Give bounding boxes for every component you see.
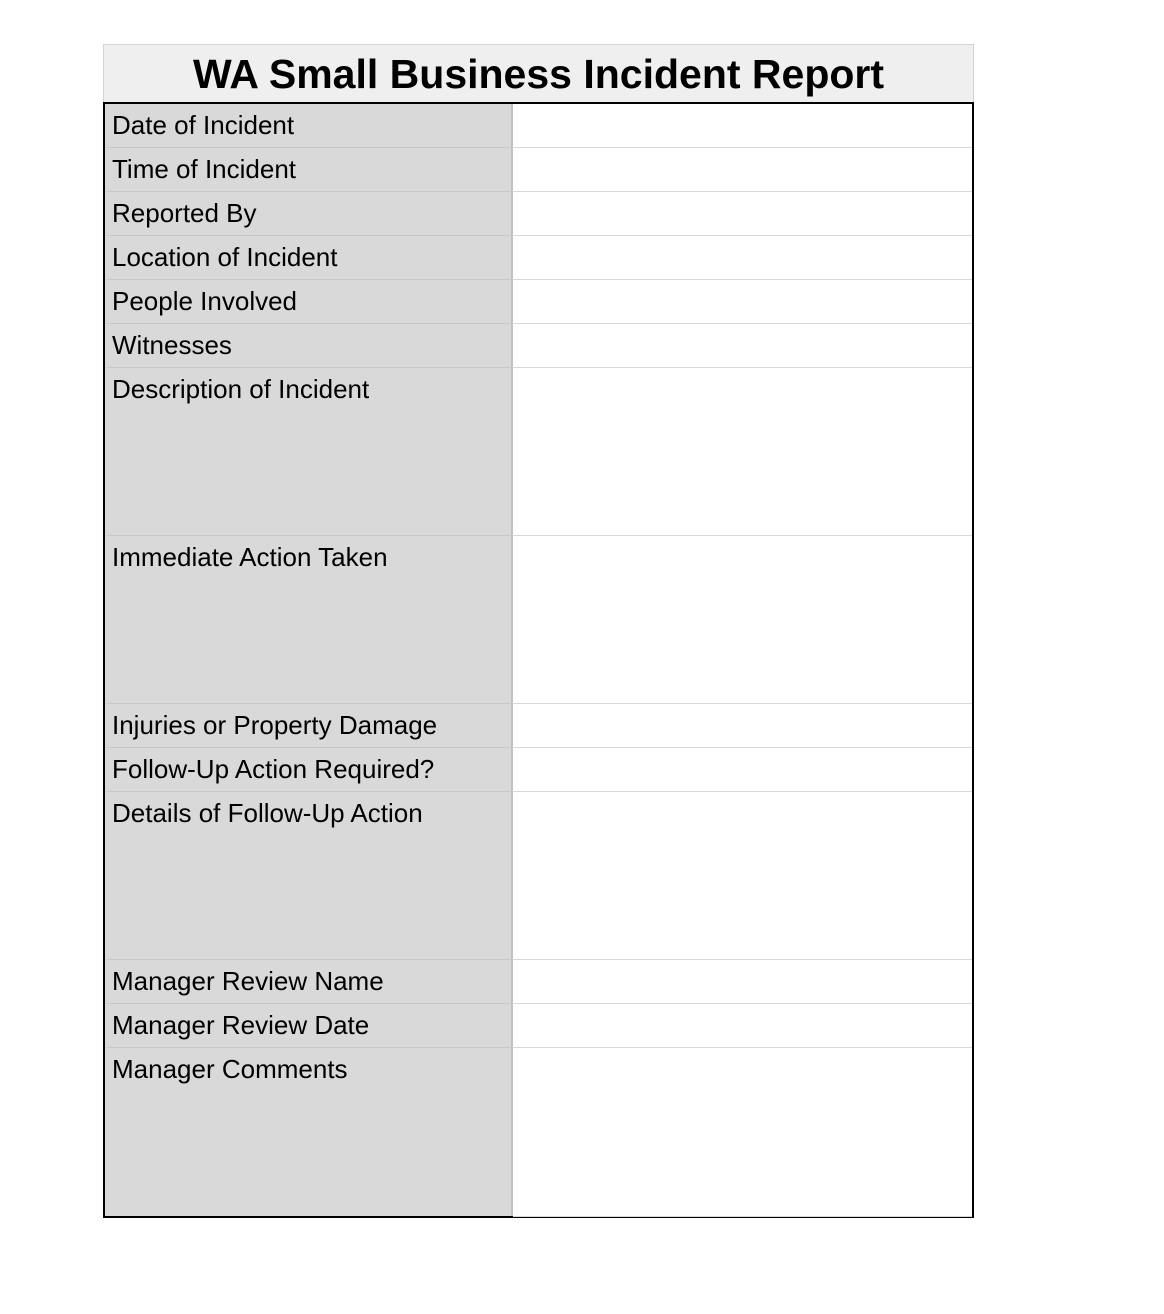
field-label: Manager Review Name <box>105 960 513 1003</box>
field-label: Reported By <box>105 192 513 235</box>
form-row-witnesses <box>105 324 972 368</box>
form-row-time-of-incident <box>105 148 972 192</box>
field-label: Manager Review Date <box>105 1004 513 1047</box>
people-involved-field[interactable] <box>513 280 972 324</box>
field-label: People Involved <box>105 280 513 323</box>
field-label: Location of Incident <box>105 236 513 279</box>
form-row-description-of-incident <box>105 368 972 536</box>
follow-up-action-required-field[interactable] <box>513 748 972 792</box>
witnesses-field[interactable] <box>513 324 972 368</box>
form-row-location-of-incident <box>105 236 972 280</box>
field-label: Date of Incident <box>105 104 513 147</box>
location-of-incident-field[interactable] <box>513 236 972 280</box>
form-row-immediate-action-taken <box>105 536 972 704</box>
form-row-date-of-incident <box>105 104 972 148</box>
form-row-manager-comments <box>105 1048 972 1216</box>
form-row-people-involved <box>105 280 972 324</box>
manager-review-name-field[interactable] <box>513 960 972 1004</box>
manager-review-date-field[interactable] <box>513 1004 972 1048</box>
field-label: Witnesses <box>105 324 513 367</box>
description-of-incident-field[interactable] <box>513 368 972 536</box>
reported-by-field[interactable] <box>513 192 972 236</box>
field-label: Details of Follow-Up Action <box>105 792 513 959</box>
form-row-follow-up-action-required <box>105 748 972 792</box>
field-label: Injuries or Property Damage <box>105 704 513 747</box>
report-title: WA Small Business Incident Report <box>103 44 974 102</box>
field-label: Time of Incident <box>105 148 513 191</box>
details-of-follow-up-action-field[interactable] <box>513 792 972 960</box>
incident-form-table <box>103 102 974 1218</box>
manager-comments-field[interactable] <box>513 1048 972 1217</box>
time-of-incident-field[interactable] <box>513 148 972 192</box>
form-row-details-of-follow-up-action <box>105 792 972 960</box>
immediate-action-taken-field[interactable] <box>513 536 972 704</box>
form-row-manager-review-date <box>105 1004 972 1048</box>
field-label: Follow-Up Action Required? <box>105 748 513 791</box>
date-of-incident-field[interactable] <box>513 104 972 148</box>
field-label: Immediate Action Taken <box>105 536 513 703</box>
incident-report-sheet <box>103 44 974 1218</box>
form-row-manager-review-name <box>105 960 972 1004</box>
field-label: Description of Incident <box>105 368 513 535</box>
form-row-reported-by <box>105 192 972 236</box>
form-row-injuries-or-property-damage <box>105 704 972 748</box>
injuries-or-property-damage-field[interactable] <box>513 704 972 748</box>
field-label: Manager Comments <box>105 1048 513 1216</box>
